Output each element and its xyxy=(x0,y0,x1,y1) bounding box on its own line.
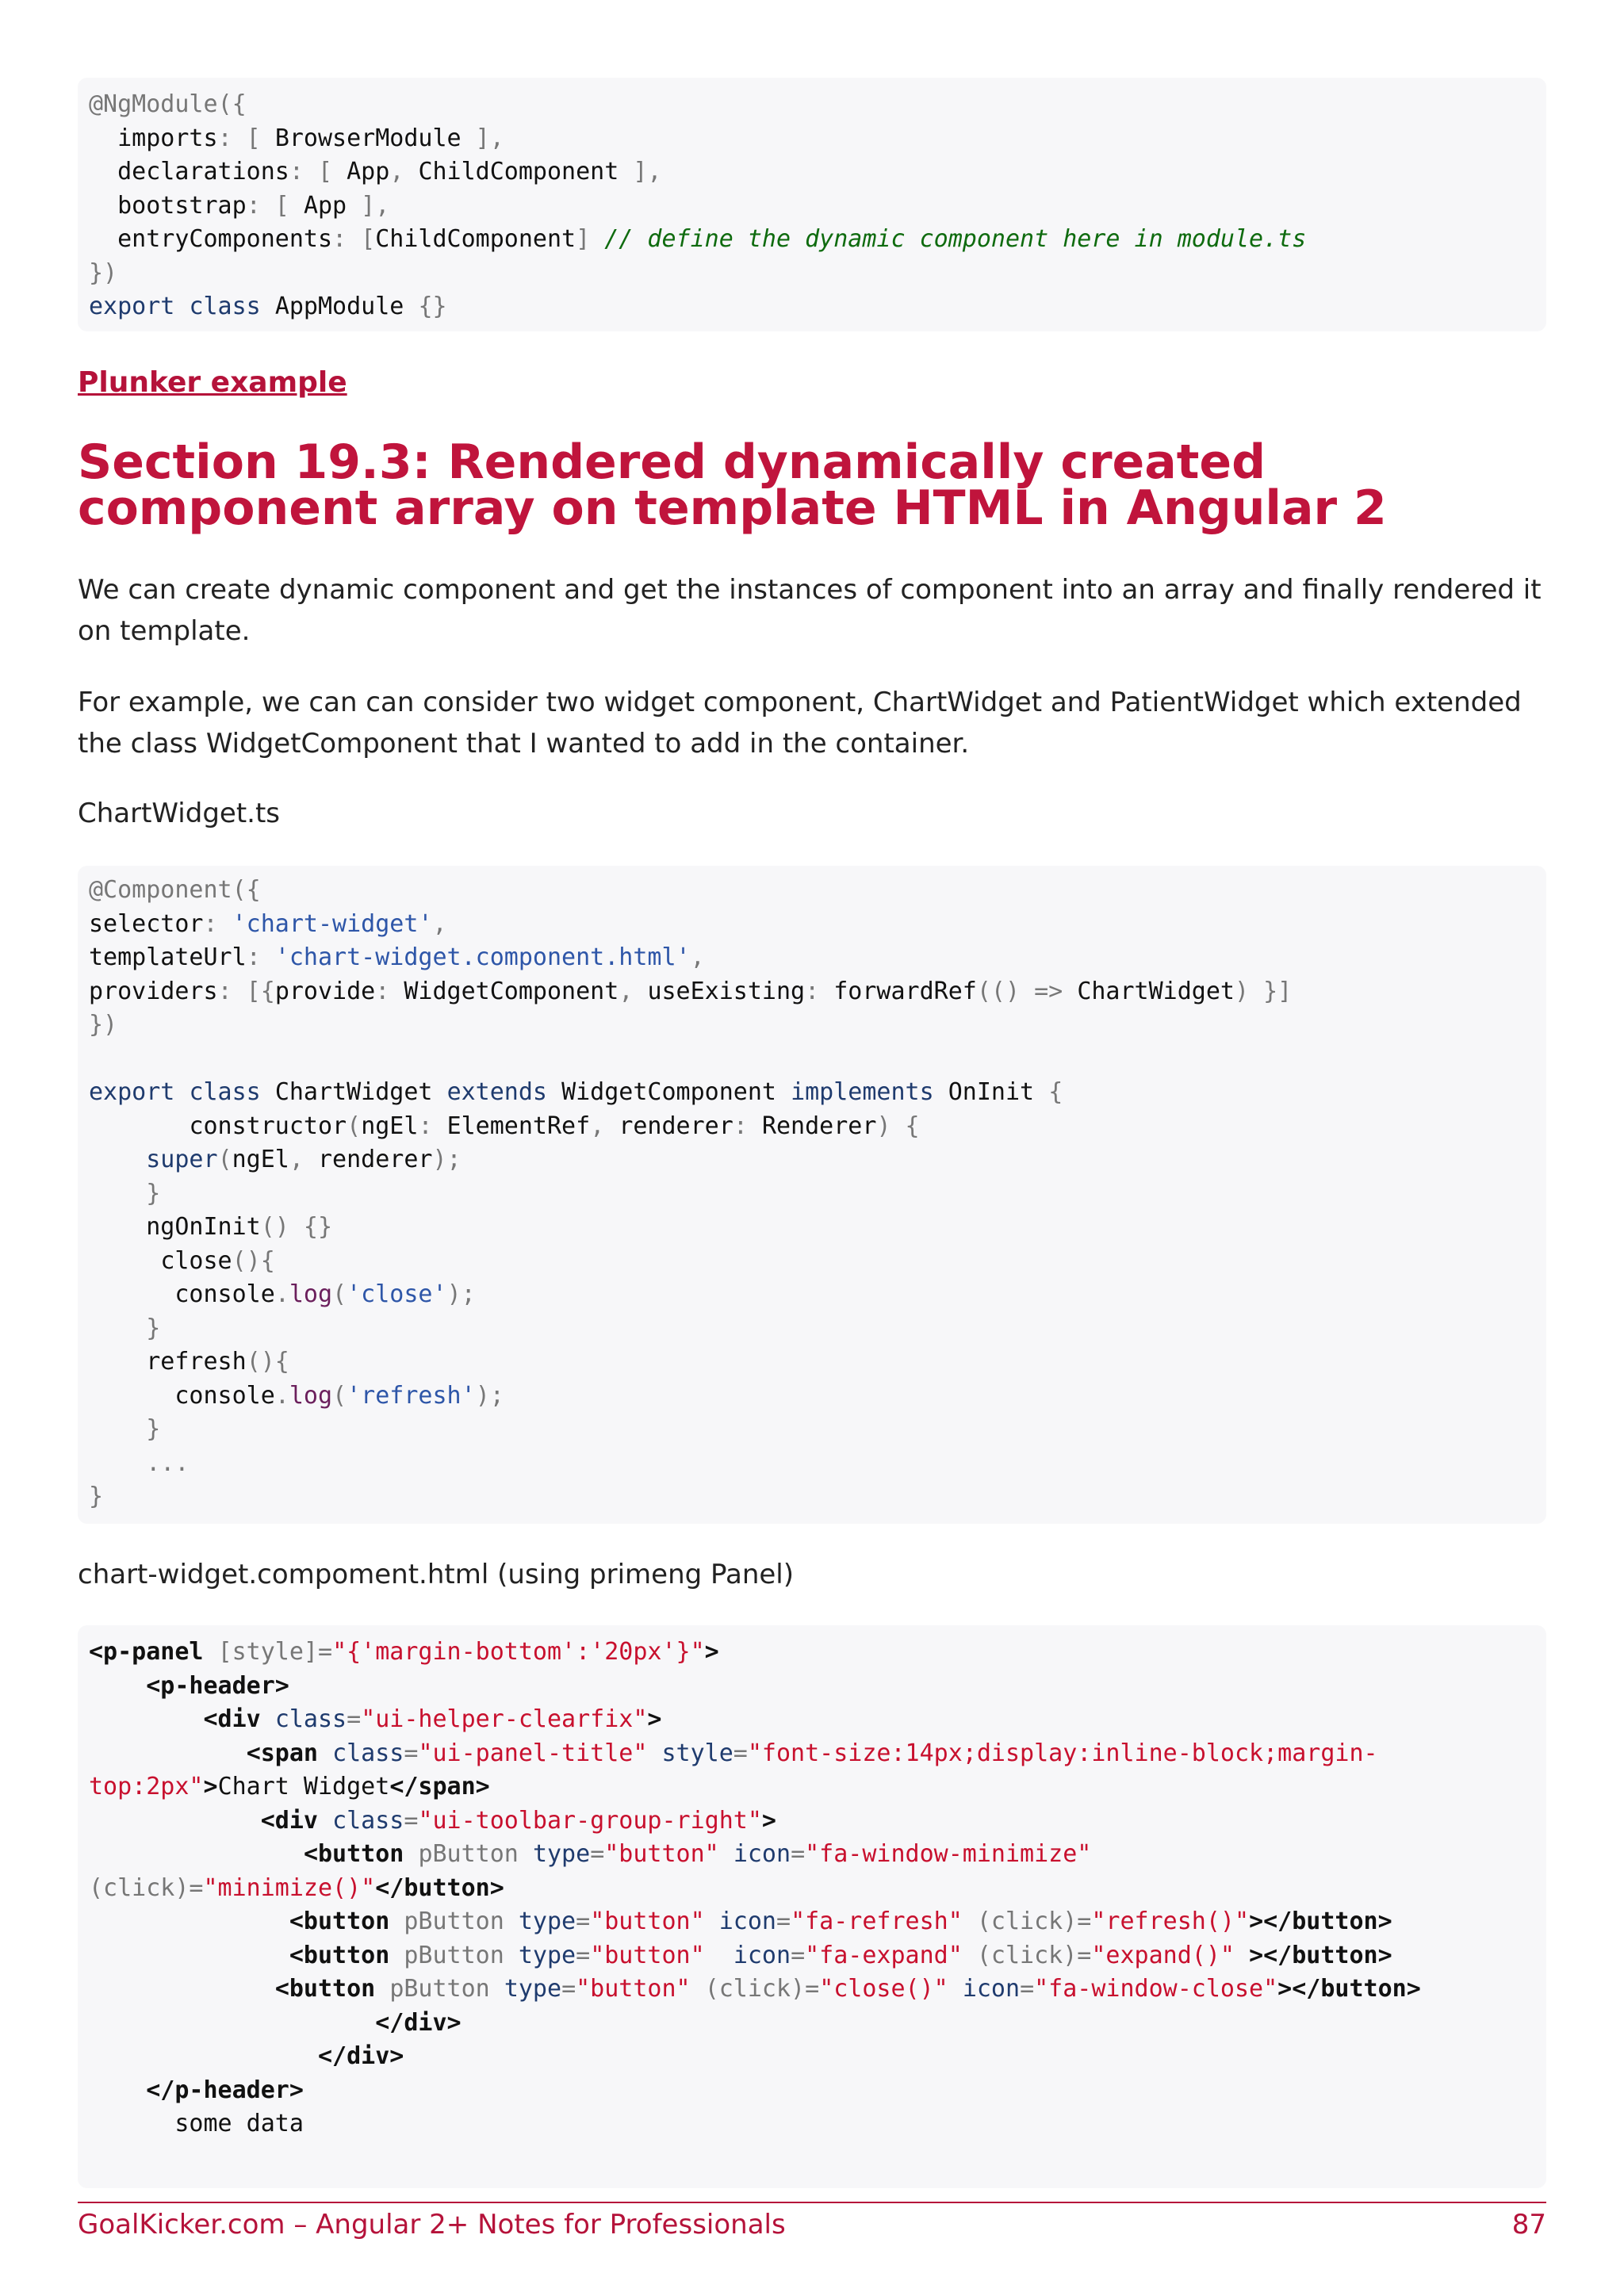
section-heading: Section 19.3: Rendered dynamically created component array on template HTML in Angular 2 xyxy=(78,434,1387,536)
page-number: 87 xyxy=(1511,2209,1546,2241)
code-line: ngOnInit() {} xyxy=(146,1213,333,1241)
example-paragraph: For example, we can can consider two widget component, ChartWidget and PatientWidget which extended the class WidgetComponent that I wanted to add in the container. xyxy=(78,687,1522,760)
code-line: <div class="ui-helper-clearfix"> xyxy=(203,1705,662,1733)
code-block-chartwidget-ts xyxy=(78,866,1546,1524)
code-line: </p-header> xyxy=(146,2076,304,2104)
code-line: </div> xyxy=(317,2042,404,2070)
code-line: } xyxy=(89,1483,104,1510)
chart-widget-html-label: chart-widget.compoment.html (using primeng Panel) xyxy=(78,1559,794,1590)
code-line: @Component({ xyxy=(89,876,261,904)
code-block-ngmodule xyxy=(78,78,1546,331)
code-line: </div> xyxy=(375,2008,462,2037)
intro-paragraph: We can create dynamic component and get the instances of component into an array and finally rendered it on template. xyxy=(78,574,1542,647)
code-line: <p-header> xyxy=(146,1671,289,1700)
code-line-blank xyxy=(89,1043,1535,1077)
code-line: <span class="ui-panel-title" style="font-size:14px;display:inline-block;margin- xyxy=(246,1739,1378,1767)
code-comment: // define the dynamic component here in module.ts xyxy=(604,225,1307,253)
plunker-example-link[interactable]: Plunker example xyxy=(78,366,347,399)
code-block-chart-widget-html xyxy=(78,1625,1546,2188)
code-line: export class AppModule {} xyxy=(89,293,447,320)
code-line: declarations: [ App, ChildComponent ], xyxy=(117,158,662,186)
code-line: (click)="minimize()"</button> xyxy=(89,1873,504,1902)
code-line: } xyxy=(146,1415,161,1443)
code-line: constructor(ngEl: ElementRef, renderer: Renderer) { xyxy=(189,1112,920,1140)
footer-divider xyxy=(78,2202,1546,2203)
code-line: <button pButton type="button" icon="fa-refresh" (click)="refresh()"></button> xyxy=(289,1908,1392,1935)
code-line: templateUrl: 'chart-widget.component.html', xyxy=(89,943,705,971)
code-line: <button pButton type="button" (click)="close()" icon="fa-window-close"></button> xyxy=(274,1975,1421,2003)
code-line: super(ngEl, renderer); xyxy=(146,1146,462,1173)
code-line: @NgModule({ xyxy=(89,90,247,118)
code-line: close(){ xyxy=(160,1246,275,1275)
code-line: }) xyxy=(89,1011,118,1039)
code-line: imports: [ BrowserModule ], xyxy=(117,124,504,152)
code-line: <button pButton type="button" icon="fa-window-minimize" xyxy=(303,1840,1092,1868)
code-line: providers: [{provide: WidgetComponent, useExisting: forwardRef(() => ChartWidget) }] xyxy=(89,977,1293,1005)
code-line: some data xyxy=(174,2110,304,2137)
code-line: selector: 'chart-widget', xyxy=(89,909,447,938)
code-line: } xyxy=(146,1314,161,1342)
code-line: <div class="ui-toolbar-group-right"> xyxy=(260,1806,776,1835)
code-line: } xyxy=(146,1179,161,1207)
code-line: export class ChartWidget extends WidgetComponent implements OnInit { xyxy=(89,1078,1063,1106)
code-line: bootstrap: [ App ], xyxy=(117,191,390,220)
code-line: entryComponents: [ChildComponent] // define the dynamic component here in module.ts xyxy=(117,225,1307,253)
footer-title: GoalKicker.com – Angular 2+ Notes for Professionals xyxy=(78,2209,786,2241)
code-line: }) xyxy=(89,258,118,287)
code-line: refresh(){ xyxy=(146,1348,289,1376)
code-line: console.log('refresh'); xyxy=(174,1381,504,1410)
code-line: <button pButton type="button" icon="fa-expand" (click)="expand()" ></button> xyxy=(289,1941,1392,1969)
chartwidget-ts-label: ChartWidget.ts xyxy=(78,798,281,829)
code-line: <p-panel [style]="{'margin-bottom':'20px'}"> xyxy=(89,1638,719,1666)
code-line: top:2px">Chart Widget</span> xyxy=(89,1773,490,1800)
code-line: console.log('close'); xyxy=(174,1280,476,1308)
code-line: ... xyxy=(146,1448,190,1477)
